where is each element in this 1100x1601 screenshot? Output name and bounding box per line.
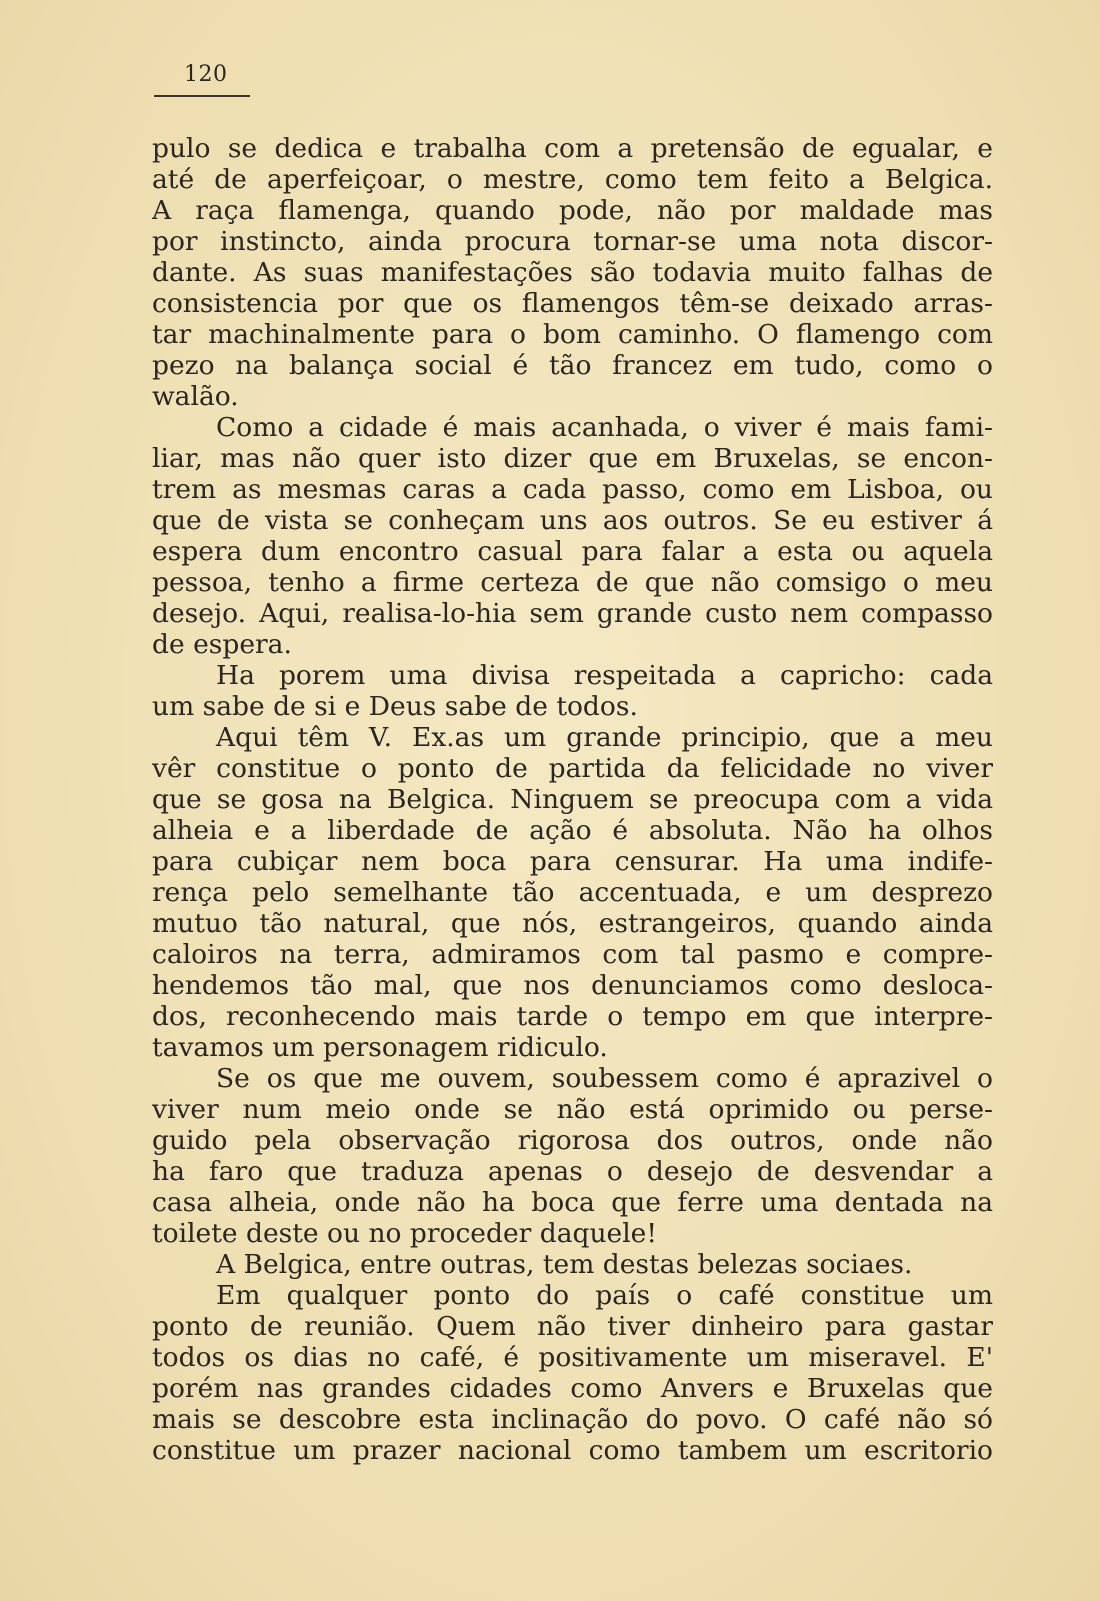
text-line: walão.: [152, 381, 239, 412]
text-line: Em qualquer ponto do país o café constitue um: [216, 1280, 993, 1311]
text-line: liar, mas não quer isto dizer que em Bruxelas, se encon-: [152, 443, 993, 474]
text-line: hendemos tão mal, que nos denunciamos como desloca-: [152, 970, 993, 1001]
text-line: casa alheia, onde não ha boca que ferre uma dentada na: [152, 1187, 993, 1218]
text-line: toilete deste ou no proceder daquele!: [152, 1218, 658, 1249]
text-line: mais se descobre esta inclinação do povo. O café não só: [152, 1404, 993, 1435]
text-line: até de aperfeiçoar, o mestre, como tem feito a Belgica.: [152, 164, 993, 195]
text-line: por instincto, ainda procura tornar-se uma nota discor-: [152, 226, 993, 257]
text-line: pezo na balança social é tão francez em tudo, como o: [152, 350, 993, 381]
text-line: guido pela observação rigorosa dos outros, onde não: [152, 1125, 993, 1156]
text-line: que se gosa na Belgica. Ninguem se preocupa com a vida: [152, 784, 993, 815]
text-line: Aqui têm V. Ex.as um grande principio, que a meu: [216, 722, 993, 753]
text-line: A raça flamenga, quando pode, não por maldade mas: [152, 195, 993, 226]
text-line: dos, reconhecendo mais tarde o tempo em que interpre-: [152, 1001, 993, 1032]
text-line: para cubiçar nem boca para censurar. Ha uma indife-: [152, 846, 993, 877]
text-line: mutuo tão natural, que nós, estrangeiros, quando ainda: [152, 908, 993, 939]
text-line: tavamos um personagem ridiculo.: [152, 1032, 608, 1063]
text-line: consistencia por que os flamengos têm-se deixado arras-: [152, 288, 993, 319]
text-line: Como a cidade é mais acanhada, o viver é mais fami-: [216, 412, 993, 443]
text-line: Se os que me ouvem, soubessem como é aprazivel o: [216, 1063, 993, 1094]
text-line: trem as mesmas caras a cada passo, como em Lisboa, ou: [152, 474, 993, 505]
text-line: constitue um prazer nacional como tambem um escritorio: [152, 1435, 993, 1466]
text-line: espera dum encontro casual para falar a esta ou aquela: [152, 536, 993, 567]
page-number: 120: [184, 62, 228, 87]
page-number-rule: [154, 95, 250, 97]
text-line: um sabe de si e Deus sabe de todos.: [152, 691, 638, 722]
text-line: alheia e a liberdade de ação é absoluta. Não ha olhos: [152, 815, 993, 846]
text-line: pessoa, tenho a firme certeza de que não comsigo o meu: [152, 567, 993, 598]
text-line: vêr constitue o ponto de partida da felicidade no viver: [152, 753, 993, 784]
text-line: desejo. Aqui, realisa-lo-hia sem grande custo nem compasso: [152, 598, 993, 629]
text-line: caloiros na terra, admiramos com tal pasmo e compre-: [152, 939, 993, 970]
text-line: porém nas grandes cidades como Anvers e Bruxelas que: [152, 1373, 993, 1404]
text-line: de espera.: [152, 629, 292, 660]
text-line: ponto de reunião. Quem não tiver dinheiro para gastar: [152, 1311, 993, 1342]
text-line: viver num meio onde se não está oprimido ou perse-: [152, 1094, 993, 1125]
text-line: todos os dias no café, é positivamente um miseravel. E': [152, 1342, 993, 1373]
text-line: dante. As suas manifestações são todavia muito falhas de: [152, 257, 993, 288]
text-line: pulo se dedica e trabalha com a pretensão de egualar, e: [152, 133, 993, 164]
text-line: ha faro que traduza apenas o desejo de desvendar a: [152, 1156, 993, 1187]
text-line: Ha porem uma divisa respeitada a capricho: cada: [216, 660, 993, 691]
text-line: A Belgica, entre outras, tem destas belezas sociaes.: [216, 1249, 913, 1280]
text-line: que de vista se conheçam uns aos outros. Se eu estiver á: [152, 505, 993, 536]
text-line: tar machinalmente para o bom caminho. O flamengo com: [152, 319, 993, 350]
text-line: rença pelo semelhante tão accentuada, e um desprezo: [152, 877, 993, 908]
body-text: [152, 133, 993, 1466]
